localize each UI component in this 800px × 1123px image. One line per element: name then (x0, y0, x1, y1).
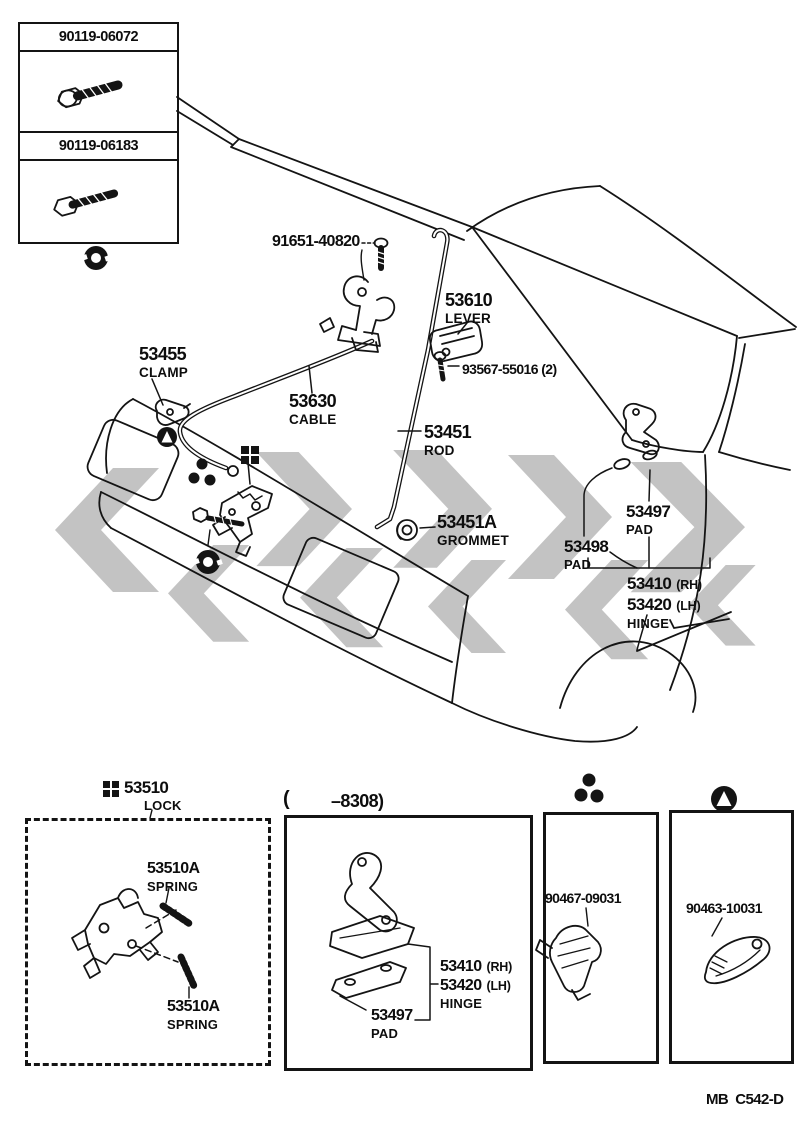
callout-spring-lower (167, 999, 219, 1031)
callout-pad-front (626, 503, 670, 536)
part-number: 90463-10031 (686, 900, 762, 916)
part-label: LEVER (445, 311, 492, 326)
part-number: 53451 (424, 422, 472, 442)
callout-grommet (437, 513, 509, 548)
part-number: 53510A (147, 860, 200, 877)
part-number-lh: 53420 (440, 977, 482, 994)
callout-screw-top (272, 234, 360, 250)
side-rh: (RH) (676, 578, 702, 592)
part-label: CLAMP (139, 365, 188, 380)
clip-detail-box (543, 812, 659, 1064)
page-code: MB C542-D (706, 1091, 784, 1108)
callout-lever-screws (462, 362, 557, 376)
callout-cable (289, 392, 337, 427)
pad-detail-box (669, 810, 794, 1064)
part-label: SPRING (167, 1017, 219, 1032)
circled-triangle-icon (711, 786, 737, 812)
fastener-art-cell (20, 52, 177, 133)
part-number: 53497 (371, 1007, 413, 1024)
part-number: 53451A (437, 512, 497, 532)
part-number: 91651-40820 (272, 233, 360, 250)
side-lh: (LH) (486, 979, 511, 993)
part-label: HINGE (440, 996, 483, 1011)
part-number: 53510 (124, 778, 169, 797)
hinge-box-date-range: –8308) (331, 791, 384, 811)
hood-outline (231, 139, 472, 280)
side-lh: (LH) (676, 599, 701, 613)
part-label: PAD (626, 522, 654, 537)
part-label: CABLE (289, 412, 337, 427)
part-number-lh: 53420 (627, 595, 672, 614)
ring-icon (81, 246, 110, 270)
hinge-box-paren: ( (283, 788, 290, 810)
bolt-box-leader (177, 97, 239, 145)
callout-spring-upper (147, 861, 199, 893)
side-rh: (RH) (486, 960, 513, 974)
part-label: ROD (424, 443, 455, 458)
screw-icon-91651 (375, 239, 388, 269)
grommet-art (397, 520, 417, 540)
part-number: 53497 (626, 502, 671, 521)
callout-clip (545, 891, 621, 905)
part-number: 90119-06183 (58, 138, 139, 154)
callout-hinge (627, 575, 702, 630)
fastener-row-header (20, 133, 177, 161)
callout-hinge-detail (440, 959, 512, 1010)
part-number: 53455 (139, 344, 187, 364)
three-dots-icon (575, 774, 604, 803)
part-number: 53498 (564, 537, 609, 556)
lock-box-title (124, 779, 182, 812)
part-number: 93567-55016 (2) (462, 361, 557, 377)
latch-striker-art (320, 276, 394, 352)
part-label: HINGE (627, 616, 670, 631)
part-number-rh: 53410 (627, 574, 672, 593)
callout-clamp (139, 345, 188, 380)
part-label: GROMMET (437, 533, 509, 548)
callout-pad-grommet (686, 901, 762, 915)
callout-rod (424, 423, 471, 458)
lock-detail-box (25, 818, 271, 1066)
part-label: LOCK (144, 798, 182, 813)
callout-pad-rear (564, 538, 608, 571)
fastener-row-header (20, 24, 177, 52)
part-number: 53510A (167, 998, 220, 1015)
screw-icon-93567 (435, 352, 446, 379)
part-label: PAD (564, 557, 592, 572)
part-number: 90467-09031 (545, 890, 621, 906)
part-number: 53630 (289, 391, 337, 411)
callout-pad-detail (371, 1008, 413, 1040)
part-label: SPRING (147, 879, 199, 894)
part-label: PAD (371, 1026, 399, 1041)
callout-lever (445, 291, 492, 326)
release-lever-art (430, 321, 482, 361)
part-number-rh: 53410 (440, 958, 482, 975)
part-number: 90119-06072 (58, 29, 139, 45)
four-squares-icon (103, 781, 119, 797)
circled-triangle-icon (157, 427, 177, 447)
four-squares-icon (241, 446, 259, 464)
part-number: 53610 (445, 290, 493, 310)
windshield-outline (467, 186, 796, 470)
hinge-right-art (613, 404, 659, 471)
fastener-table (18, 22, 179, 244)
